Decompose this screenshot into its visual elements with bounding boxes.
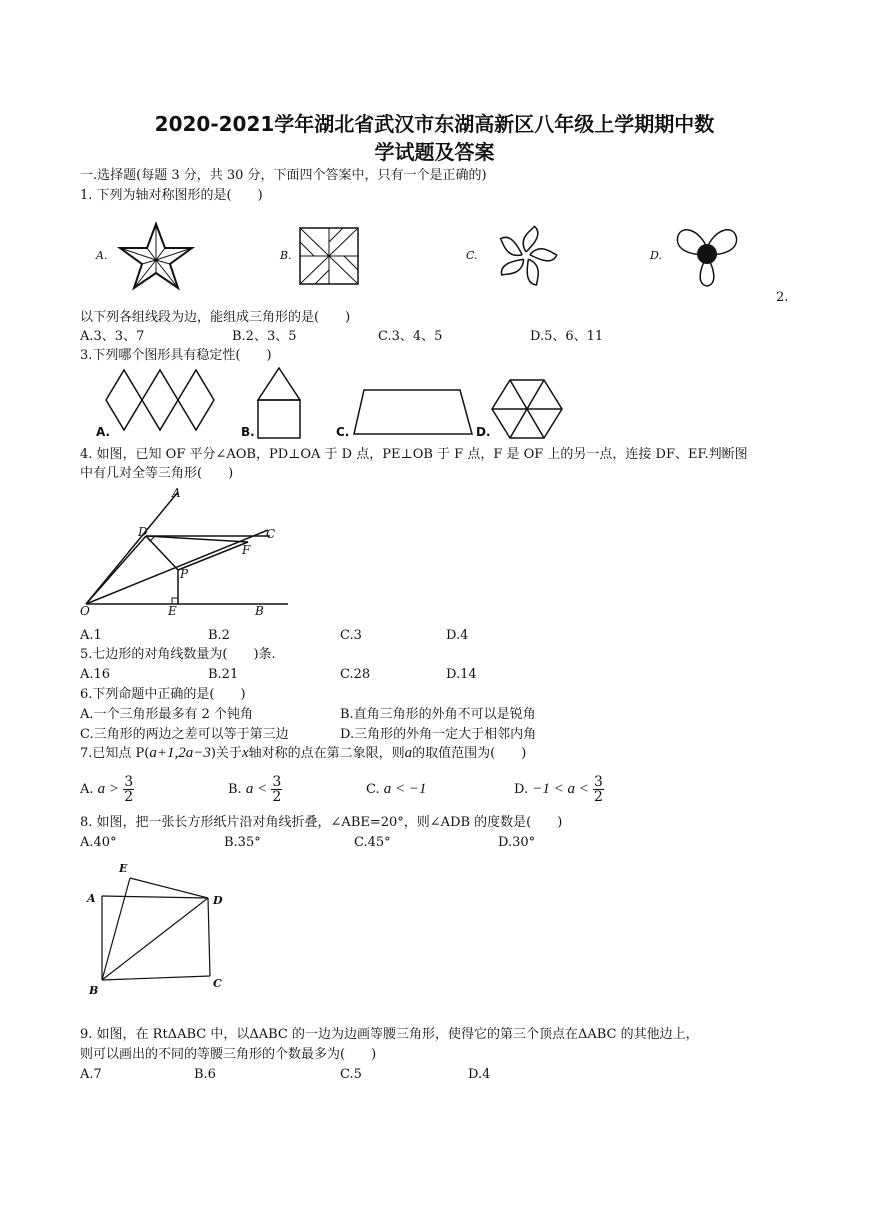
q4-geometry-figure	[78, 484, 298, 620]
q7-option-d-den: 2	[594, 789, 603, 805]
q2-option-b: B.2、3、5	[232, 329, 297, 344]
q7-stem-mid: )关于	[210, 746, 242, 761]
q3-figure-house	[256, 366, 302, 440]
q7-stem-x: x	[241, 745, 249, 761]
q4-option-c: C.3	[340, 628, 362, 643]
q5-option-c: C.28	[340, 667, 371, 682]
q7-option-b-label: B.	[228, 782, 242, 797]
q2-number: 2.	[776, 290, 789, 305]
q4-stem-line1: 4. 如图，已知 OF 平分∠AOB，PD⊥OA 于 D 点，PE⊥OB 于 F 点，F 是 OF 上的另一点，连接 DF、EF.判断图	[80, 447, 748, 462]
q8-label-a: A	[87, 892, 96, 905]
q8-option-d: D.30°	[498, 835, 536, 850]
q3-figure-rhombus-chain	[104, 368, 228, 434]
document-title-line2: 学试题及答案	[374, 140, 495, 164]
q3-label-b: B.	[241, 425, 255, 439]
q5-stem: 5.七边形的对角线数量为( )条.	[80, 647, 276, 662]
q3-label-c: C.	[336, 425, 350, 439]
q8-label-d: D	[213, 894, 223, 907]
q3-label-a: A.	[96, 425, 111, 439]
q3-stem: 3.下列哪个图形具有稳定性( )	[80, 348, 272, 363]
q6-option-a: A.一个三角形最多有 2 个钝角	[80, 707, 254, 722]
q7-option-a-num: 3	[124, 774, 134, 790]
q3-figure-trapezoid	[352, 388, 474, 436]
q1-label-c: C.	[466, 249, 478, 262]
q7-option-d-num: 3	[594, 774, 603, 790]
q7-option-b-fraction	[271, 775, 282, 804]
q5-option-b: B.21	[208, 667, 239, 682]
q4-label-c: C	[266, 527, 276, 541]
q7-option-a-label: A.	[80, 782, 94, 797]
q4-option-b: B.2	[208, 628, 230, 643]
q4-label-e: E	[168, 604, 177, 618]
q1-label-a: A.	[96, 249, 108, 262]
q7-option-b	[228, 771, 282, 808]
q6-stem: 6.下列命题中正确的是( )	[80, 687, 246, 702]
section-heading: 一.选择题(每题 3 分，共 30 分，下面四个答案中，只有一个是正确的)	[80, 168, 487, 183]
q2-option-a: A.3、3、7	[80, 329, 145, 344]
q7-stem-a: a	[404, 745, 413, 761]
q8-folded-rectangle-figure	[96, 872, 220, 986]
q7-stem-expr: a+1,2a−3	[149, 745, 211, 761]
q9-option-c: C.5	[340, 1067, 362, 1082]
q6-option-c: C.三角形的两边之差可以等于第三边	[80, 727, 289, 742]
q4-label-o: O	[80, 604, 90, 618]
q7-option-a-den: 2	[124, 789, 134, 805]
q4-stem-line2: 中有几对全等三角形( )	[80, 466, 234, 481]
q7-option-a-expr: a >	[97, 781, 120, 797]
q8-label-b: B	[89, 984, 99, 997]
q6-option-b: B.直角三角形的外角不可以是锐角	[340, 707, 536, 722]
q4-option-d: D.4	[446, 628, 469, 643]
q2-stem: 以下列各组线段为边，能组成三角形的是( )	[80, 310, 351, 325]
q8-label-e: E	[119, 862, 128, 875]
q8-option-c: C.45°	[354, 835, 391, 850]
q8-option-a: A.40°	[80, 835, 117, 850]
q4-label-f: F	[242, 543, 251, 557]
q7-stem	[80, 745, 526, 762]
flower-petals-icon	[486, 222, 566, 290]
q7-option-a	[80, 771, 134, 808]
q3-figure-hexagon	[490, 378, 564, 440]
q2-option-d: D.5、6、11	[530, 329, 604, 344]
q7-option-b-den: 2	[272, 789, 282, 805]
q5-option-a: A.16	[80, 667, 111, 682]
q9-option-d: D.4	[468, 1067, 491, 1082]
q8-option-b: B.35°	[224, 835, 261, 850]
q2-option-c: C.3、4、5	[378, 329, 443, 344]
q7-option-c-expr: a < −1	[383, 781, 427, 797]
q7-option-b-num: 3	[272, 774, 282, 790]
q1-label-b: B.	[280, 249, 292, 262]
q7-option-c	[366, 771, 427, 808]
q9-stem-line2: 则可以画出的不同的等腰三角形的个数最多为( )	[80, 1047, 377, 1062]
q7-stem-pre: 7.已知点 P(	[80, 746, 150, 761]
q4-label-d: D	[138, 525, 148, 539]
q9-stem-line1: 9. 如图，在 RtΔABC 中，以ΔABC 的一边为边画等腰三角形，使得它的第三个顶点在ΔABC 的其他边上，	[80, 1027, 699, 1042]
q5-option-d: D.14	[446, 667, 477, 682]
q8-stem: 8. 如图，把一张长方形纸片沿对角线折叠，∠ABE=20°，则∠ADB 的度数是( )	[80, 815, 563, 830]
q7-option-d-expr: −1 < a <	[532, 781, 589, 797]
q7-stem-end: 的取值范围为( )	[412, 746, 527, 761]
q6-option-d: D.三角形的外角一定大于相邻内角	[340, 727, 537, 742]
q7-option-d	[514, 771, 604, 808]
q8-label-c: C	[213, 977, 222, 990]
q7-option-b-expr: a <	[245, 781, 268, 797]
q4-label-a: A	[172, 486, 181, 500]
q7-option-a-fraction	[123, 775, 134, 804]
q1-label-d: D.	[650, 249, 662, 262]
q9-option-b: B.6	[194, 1067, 216, 1082]
q7-option-d-fraction	[593, 775, 604, 804]
q9-option-a: A.7	[80, 1067, 102, 1082]
q4-label-p: P	[180, 567, 189, 581]
document-title-line1: 2020-2021学年湖北省武汉市东湖高新区八年级上学期期中数	[154, 112, 715, 136]
q3-label-d: D.	[476, 425, 491, 439]
q7-stem-post: 轴对称的点在第二象限，则	[248, 746, 405, 761]
three-leaf-fan-icon	[672, 226, 742, 288]
q4-label-b: B	[255, 604, 264, 618]
q7-option-d-label: D.	[514, 782, 529, 797]
five-point-star-icon	[116, 222, 196, 290]
pinwheel-icon	[298, 226, 360, 286]
q7-option-c-label: C.	[366, 782, 380, 797]
q1-stem: 1. 下列为轴对称图形的是( )	[80, 188, 263, 203]
q4-option-a: A.1	[80, 628, 102, 643]
